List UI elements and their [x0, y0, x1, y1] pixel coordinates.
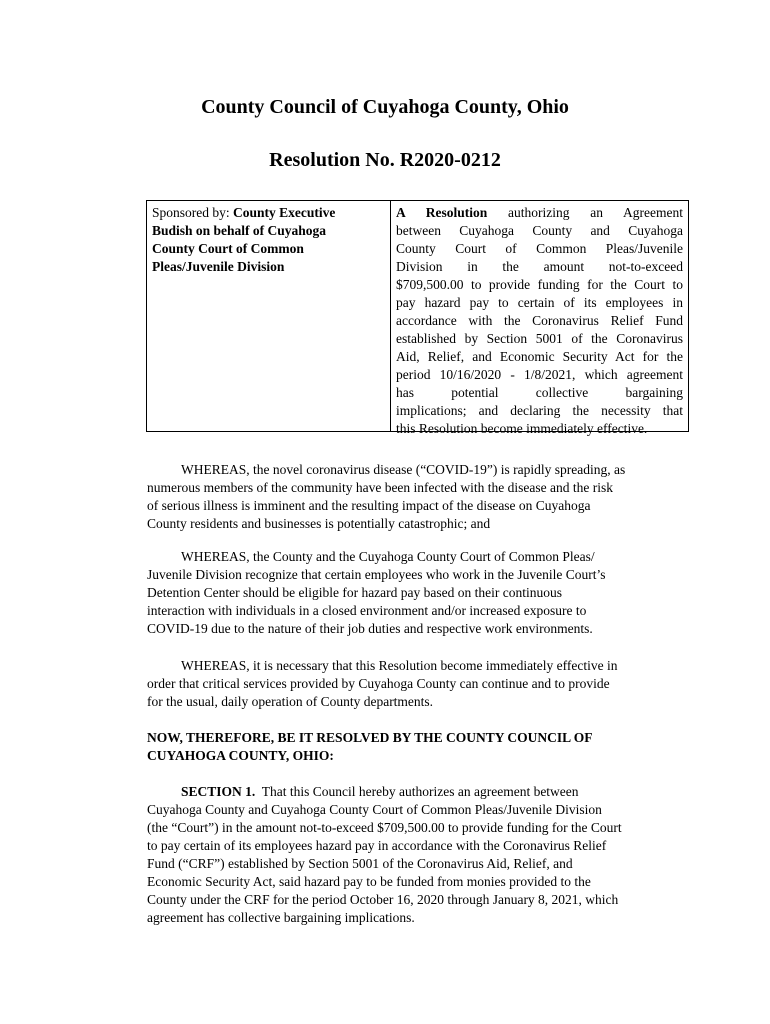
summary-line: $709,500.00 to provide funding for the Court to — [396, 277, 683, 292]
sponsor-line: Pleas/Juvenile Division — [152, 259, 285, 274]
council-title: County Council of Cuyahoga County, Ohio — [201, 96, 569, 118]
paragraph-line: (the “Court”) in the amount not-to-exceed $709,500.00 to provide funding for the Court — [147, 820, 622, 835]
paragraph-line: Economic Security Act, said hazard pay to be funded from monies provided to the — [147, 874, 591, 889]
paragraph-line: County under the CRF for the period October 16, 2020 through January 8, 2021, which — [147, 892, 619, 907]
sponsor-label: Sponsored by: — [152, 205, 233, 220]
paragraph-line: WHEREAS, the County and the Cuyahoga County Court of Common Pleas/ — [181, 549, 595, 564]
sponsor-cell — [147, 201, 391, 431]
paragraph-line: WHEREAS, the novel coronavirus disease (“COVID-19”) is rapidly spreading, as — [181, 462, 626, 477]
paragraph-line: numerous members of the community have been infected with the disease and the risk — [147, 480, 613, 495]
summary-line: implications; and declaring the necessity that — [396, 403, 683, 418]
whereas-paragraph-1 — [147, 461, 687, 533]
paragraph-line: County residents and businesses is potentially catastrophic; and — [147, 516, 491, 531]
paragraph-line: interaction with individuals in a closed environment and/or increased exposure to — [147, 603, 587, 618]
summary-line: established by Section 5001 of the Coronavirus — [396, 331, 683, 346]
paragraph-line: order that critical services provided by Cuyahoga County can continue and to provide — [147, 676, 610, 691]
resolution-number: Resolution No. R2020-0212 — [269, 149, 501, 171]
sponsor-summary-table — [146, 200, 689, 436]
summary-line: has potential collective bargaining — [396, 385, 683, 400]
section-1-label: SECTION 1. — [181, 784, 256, 799]
sponsor-line: County Court of Common — [152, 241, 304, 256]
paragraph-line: Cuyahoga County and Cuyahoga County Court of Common Pleas/Juvenile Division — [147, 802, 602, 817]
resolved-clause — [147, 729, 687, 765]
summary-line: pay hazard pay to certain of its employees in — [396, 295, 683, 310]
paragraph-line: NOW, THEREFORE, BE IT RESOLVED BY THE COUNTY COUNCIL OF — [147, 730, 593, 745]
summary-line: between Cuyahoga County and Cuyahoga — [396, 223, 683, 238]
section-1-text: That this Council hereby authorizes an agreement between — [255, 784, 579, 799]
paragraph-line: Detention Center should be eligible for hazard pay based on their continuous — [147, 585, 563, 600]
paragraph-line: of serious illness is imminent and the resulting impact of the disease on Cuyahoga — [147, 498, 591, 513]
paragraph-line: agreement has collective bargaining implications. — [147, 910, 415, 925]
summary-line: Aid, Relief, and Economic Security Act for the — [396, 349, 683, 364]
paragraph-line: CUYAHOGA COUNTY, OHIO: — [147, 748, 334, 763]
paragraph-line: for the usual, daily operation of County departments. — [147, 694, 434, 709]
section-1-paragraph — [147, 783, 687, 927]
summary-line: accordance with the Coronavirus Relief Fund — [396, 313, 683, 328]
summary-lead: A Resolution — [396, 205, 488, 220]
whereas-paragraph-3 — [147, 657, 687, 711]
summary-line: period 10/16/2020 - 1/8/2021, which agreement — [396, 367, 683, 382]
paragraph-line: to pay certain of its employees hazard pay in accordance with the Coronavirus Relief — [147, 838, 607, 853]
paragraph-line: WHEREAS, it is necessary that this Resolution become immediately effective in — [181, 658, 618, 673]
sponsor-line: Budish on behalf of Cuyahoga — [152, 223, 327, 238]
summary-line — [396, 204, 683, 222]
summary-line: County Court of Common Pleas/Juvenile — [396, 241, 683, 256]
paragraph-line: Fund (“CRF”) established by Section 5001 of the Coronavirus Aid, Relief, and — [147, 856, 573, 871]
paragraph-line — [147, 783, 687, 801]
summary-line: this Resolution become immediately effective. — [396, 421, 648, 436]
summary-line-text: authorizing an Agreement — [487, 205, 684, 220]
summary-cell — [391, 201, 688, 436]
whereas-paragraph-2 — [147, 548, 687, 638]
paragraph-line: Juvenile Division recognize that certain employees who work in the Juvenile Court’s — [147, 567, 606, 582]
paragraph-line: COVID-19 due to the nature of their job duties and respective work environments. — [147, 621, 593, 636]
sponsor-line: County Executive — [233, 205, 336, 220]
summary-line: Division in the amount not-to-exceed — [396, 259, 683, 274]
